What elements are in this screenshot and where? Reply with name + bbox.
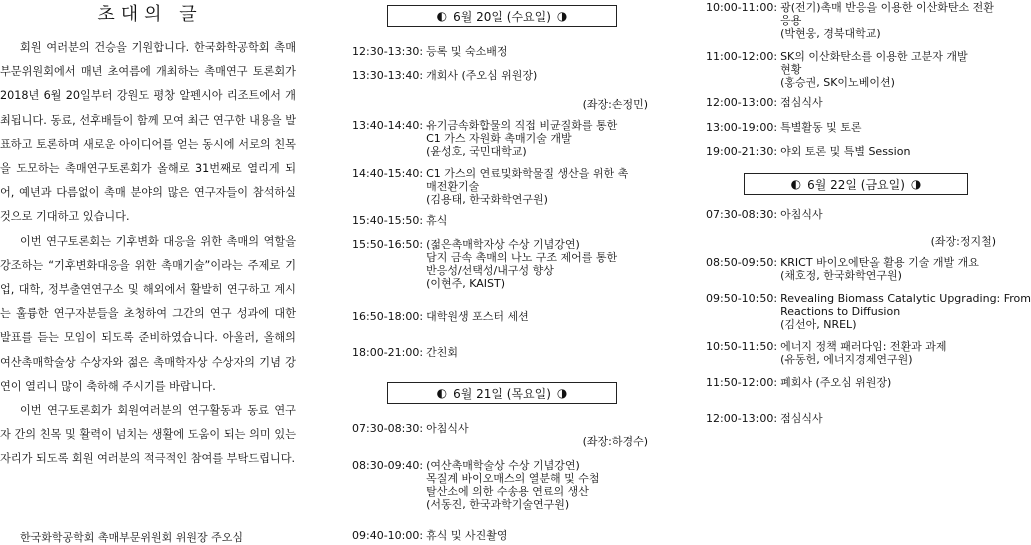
event-line: 아침식사 bbox=[780, 208, 823, 221]
event-line: 야외 토론 및 특별 Session bbox=[780, 145, 911, 158]
letter-paragraph: 이번 연구토론회가 회원여러분의 연구활동과 동료 연구자 간의 친목 및 활력이 넘치는 생활에 도움이 되는 의미 있는 자리가 되도록 회원 여러분의 적극적인 참여를 부탁드립니다. bbox=[0, 404, 296, 466]
session-chair: (좌장:정지철) bbox=[930, 235, 996, 248]
event-line: 개회사 (주오심 위원장) bbox=[426, 69, 538, 82]
event-line: 점심식사 bbox=[780, 412, 823, 425]
event-line: (이현주, KAIST) bbox=[426, 277, 506, 290]
event-time: 14:40-15:40: bbox=[352, 167, 424, 180]
letter-paragraph: 회원 여러분의 건승을 기원합니다. 한국화학공학회 촉매부문위원회에서 매년 초여름에 개최하는 촉매연구 토론회가 2018년 6월 20일부터 강원도 평창 알펜시아 리조트에서 개최됩니다. 동료, 선후배들이 함께 모여 최근 연구한 내용을 발표하고 토론하며 새로운 아이디어를 얻는 동시에 서로의 친목을 도모하는 촉매연구토론회가 올해로 31번째로 열리게 되어, 예년과 다름없이 촉매 분야의 많은 연구자들이 참석하실 것으로 기대하고 있습니다. bbox=[0, 41, 296, 224]
event-line: C1 가스 자원화 촉매기술 개발 bbox=[426, 132, 572, 145]
schedule-event bbox=[352, 119, 652, 158]
schedule-event bbox=[706, 340, 1000, 366]
event-line: 휴식 및 사진촬영 bbox=[426, 529, 508, 542]
schedule-event bbox=[352, 45, 652, 58]
event-line: (여산촉매학술상 수상 기념강연) bbox=[426, 459, 580, 472]
event-line: 현황 bbox=[780, 63, 802, 76]
event-time: 10:50-11:50: bbox=[706, 340, 778, 353]
event-time: 19:00-21:30: bbox=[706, 145, 778, 158]
letter-title: 초대의 글 bbox=[97, 4, 203, 25]
event-line: 특별활동 및 토론 bbox=[780, 121, 862, 134]
event-line: (서동진, 한국과학기술연구원) bbox=[426, 498, 570, 511]
event-line: 목질계 바이오매스의 열분해 및 수첨 bbox=[426, 472, 600, 485]
schedule-event bbox=[352, 529, 652, 542]
half-circle-left-icon: ◐ bbox=[790, 177, 802, 191]
event-line: (김용태, 한국화학연구원) bbox=[426, 193, 548, 206]
letter-body bbox=[0, 36, 296, 472]
event-line: (홍승권, SK이노베이션) bbox=[780, 76, 895, 89]
schedule-event bbox=[706, 412, 1000, 425]
event-line: 휴식 bbox=[426, 214, 448, 227]
half-circle-left-icon: ◐ bbox=[436, 386, 448, 400]
event-line: 간친회 bbox=[426, 346, 458, 359]
event-line: (윤성호, 국민대학교) bbox=[426, 145, 527, 158]
schedule-event bbox=[352, 214, 652, 227]
schedule-event bbox=[706, 208, 1000, 221]
schedule-column-2 bbox=[352, 0, 652, 543]
event-time: 13:00-19:00: bbox=[706, 121, 778, 134]
session-chair: (좌장:하경수) bbox=[582, 435, 648, 448]
event-line: (채호정, 한국화학연구원) bbox=[780, 269, 902, 282]
event-line: (김선아, NREL) bbox=[780, 318, 857, 331]
event-time: 16:50-18:00: bbox=[352, 310, 424, 323]
schedule-event bbox=[706, 145, 1000, 158]
event-line: SK의 이산화탄소를 이용한 고분자 개발 bbox=[780, 50, 968, 63]
schedule-event bbox=[352, 459, 652, 511]
event-line: 아침식사 bbox=[426, 422, 469, 435]
schedule-event bbox=[352, 69, 652, 82]
event-line: 등록 및 숙소배정 bbox=[426, 45, 508, 58]
event-time: 09:40-10:00: bbox=[352, 529, 424, 542]
event-line: 탈산소에 의한 수송용 연료의 생산 bbox=[426, 485, 589, 498]
event-line: (유동헌, 에너지경제연구원) bbox=[780, 353, 913, 366]
event-line: KRICT 바이오에탄올 활용 기술 개발 개요 bbox=[780, 256, 979, 269]
event-time: 13:30-13:40: bbox=[352, 69, 424, 82]
event-time: 07:30-08:30: bbox=[706, 208, 778, 221]
day-header-label: 6월 22일 (금요일) bbox=[807, 177, 905, 192]
day-header-june-20 bbox=[387, 5, 617, 27]
event-time: 12:00-13:00: bbox=[706, 412, 778, 425]
schedule-event bbox=[352, 167, 652, 206]
schedule-event bbox=[706, 96, 1000, 109]
event-time: 11:00-12:00: bbox=[706, 50, 778, 63]
schedule-event bbox=[352, 346, 652, 359]
schedule-event bbox=[706, 256, 1000, 282]
event-line: 광(전기)촉매 반응을 이용한 이산화탄소 전환 bbox=[780, 1, 994, 14]
day-header-label: 6월 20일 (수요일) bbox=[453, 9, 551, 24]
event-time: 11:50-12:00: bbox=[706, 376, 778, 389]
event-line: (젊은촉매학자상 수상 기념강연) bbox=[426, 238, 580, 251]
schedule-event bbox=[706, 376, 1000, 389]
event-line: 응용 bbox=[780, 14, 802, 27]
event-time: 08:50-09:50: bbox=[706, 256, 778, 269]
day-header-june-22 bbox=[744, 173, 968, 195]
event-time: 07:30-08:30: bbox=[352, 422, 424, 435]
half-circle-right-icon: ◑ bbox=[910, 177, 922, 191]
schedule-event bbox=[352, 310, 652, 323]
event-line: Reactions to Diffusion bbox=[780, 305, 901, 318]
event-line: 담지 금속 촉매의 나노 구조 제어를 통한 bbox=[426, 251, 618, 264]
schedule-event bbox=[706, 121, 1000, 134]
event-line: C1 가스의 연료및화학물질 생산을 위한 촉 bbox=[426, 167, 629, 180]
event-line: 대학원생 포스터 세션 bbox=[426, 310, 529, 323]
half-circle-left-icon: ◐ bbox=[436, 9, 448, 23]
event-time: 10:00-11:00: bbox=[706, 1, 778, 14]
session-chair: (좌장:손정민) bbox=[582, 98, 648, 111]
schedule-event bbox=[706, 1, 1000, 40]
event-line: 점심식사 bbox=[780, 96, 823, 109]
schedule-event bbox=[352, 238, 652, 290]
letter-signature: 한국화학공학회 촉매부문위원회 위원장 주오심 bbox=[20, 531, 244, 544]
event-time: 08:30-09:40: bbox=[352, 459, 424, 472]
event-line: Revealing Biomass Catalytic Upgrading: From bbox=[780, 292, 1031, 305]
day-header-june-21 bbox=[387, 382, 617, 404]
event-time: 15:50-16:50: bbox=[352, 238, 424, 251]
event-line: 매전환기술 bbox=[426, 180, 480, 193]
half-circle-right-icon: ◑ bbox=[556, 386, 568, 400]
event-line: 폐회사 (주오심 위원장) bbox=[780, 376, 892, 389]
schedule-column-3 bbox=[706, 0, 1031, 543]
half-circle-right-icon: ◑ bbox=[556, 9, 568, 23]
event-line: (박현웅, 경북대학교) bbox=[780, 27, 881, 40]
schedule-event bbox=[706, 50, 1000, 89]
event-time: 09:50-10:50: bbox=[706, 292, 778, 305]
event-time: 12:00-13:00: bbox=[706, 96, 778, 109]
event-line: 에너지 정책 패러다임: 전환과 과제 bbox=[780, 340, 947, 353]
event-time: 13:40-14:40: bbox=[352, 119, 424, 132]
event-time: 15:40-15:50: bbox=[352, 214, 424, 227]
invitation-letter bbox=[0, 0, 300, 543]
day-header-label: 6월 21일 (목요일) bbox=[453, 386, 551, 401]
event-line: 유기금속화합물의 직접 비균질화를 통한 bbox=[426, 119, 618, 132]
event-time: 12:30-13:30: bbox=[352, 45, 424, 58]
letter-paragraph: 이번 연구토론회는 기후변화 대응을 위한 촉매의 역할을 강조하는 “기후변화대응을 위한 촉매기술”이라는 주제로 기업, 대학, 정부출연연구소 및 해외에서 활발히 연구하고 계시는 훌륭한 연구자분들을 초청하여 그간의 연구 성과에 대한 발표를 듣는 모임이 되도록 준비하였습니다. 아울러, 올해의 여산촉매학술상 수상자와 젊은 촉매학자상 수상자의 기념 강연이 열리니 많이 축하해 주시기를 바랍니다. bbox=[0, 234, 296, 393]
event-time: 18:00-21:00: bbox=[352, 346, 424, 359]
schedule-event bbox=[706, 292, 1031, 331]
event-line: 반응성/선택성/내구성 향상 bbox=[426, 264, 554, 277]
